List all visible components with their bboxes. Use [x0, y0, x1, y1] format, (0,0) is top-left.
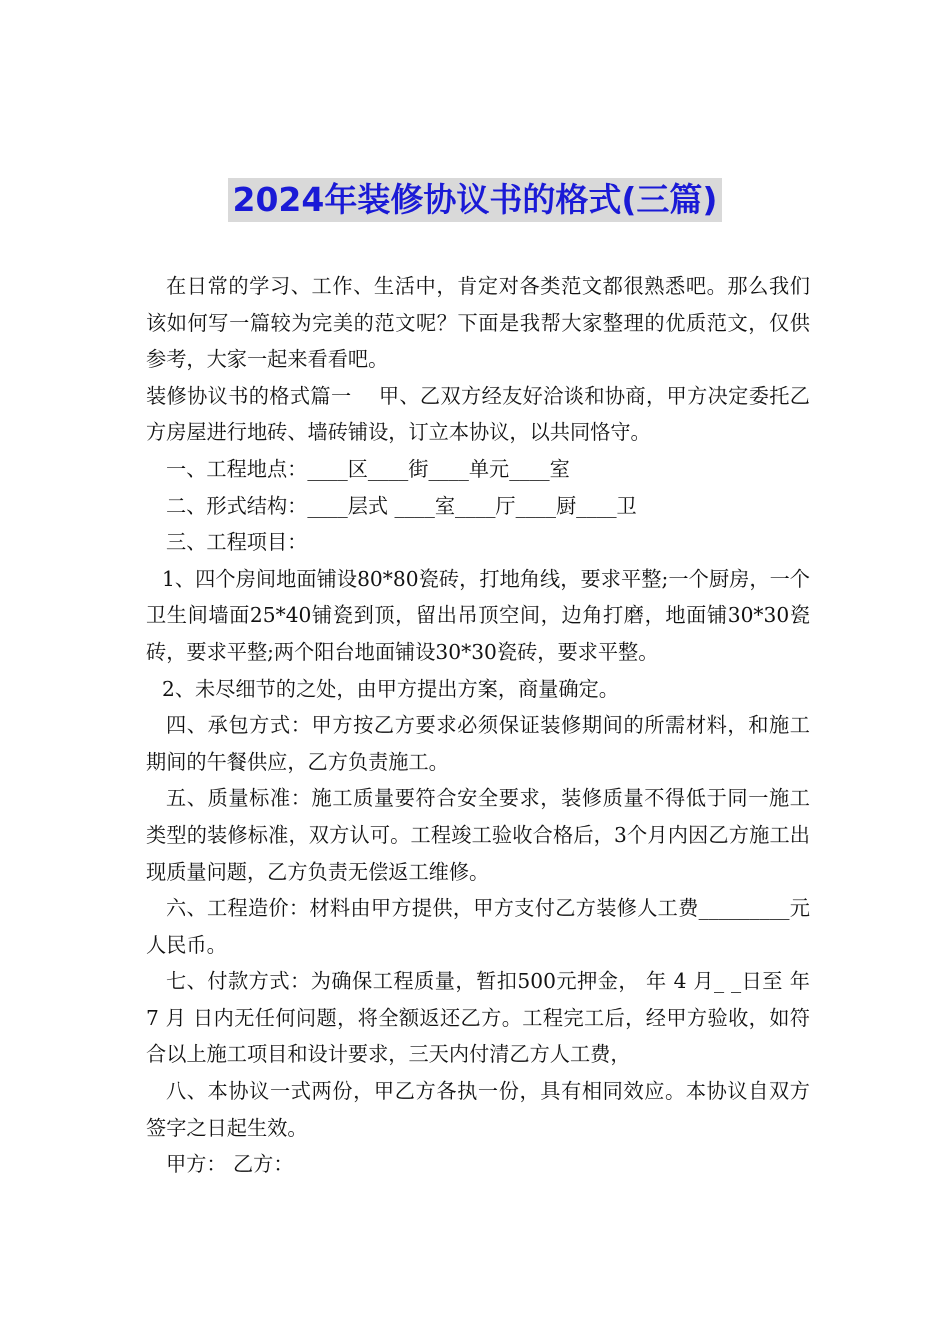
signature-line: 甲方： 乙方：: [166, 1152, 294, 1177]
clause-agreement-copies: 八、本协议一式两份，甲乙方各执一份，具有相同效应。本协议自双方签字之日起生效。: [146, 1079, 810, 1140]
clause-structure-form: 二、形式结构：____层式 ____室____厅____厨____卫: [166, 493, 637, 518]
clause-item-1: 1、四个房间地面铺设80*80瓷砖，打地角线，要求平整;一个厨房，一个卫生间墙面25*40铺瓷到顶，留出吊顶空间，边角打磨，地面铺30*30瓷砖，要求平整;两个阳台地面铺设30*30瓷砖，要求平整。: [146, 566, 810, 664]
clause-contract-method: 四、承包方式：甲方按乙方要求必须保证装修期间的所需材料，和施工期间的午餐供应，乙方负责施工。: [146, 713, 810, 774]
document-title: 2024年装修协议书的格式(三篇): [228, 178, 721, 222]
clause-item-2: 2、未尽细节的之处，由甲方提出方案，商量确定。: [162, 676, 619, 701]
clause-payment-method: 七、付款方式：为确保工程质量，暂扣500元押金， 年 4 月_ _日至 年 7 月 日内无任何问题，将全额返还乙方。工程完工后，经甲方验收，如符合以上施工项目和设计要求，三天内付清乙方人工费，: [146, 969, 810, 1067]
clause-project-cost: 六、工程造价：材料由甲方提供，甲方支付乙方装修人工费_________元人民币。: [146, 896, 810, 957]
section-heading-paragraph: 装修协议书的格式篇一 甲、乙双方经友好洽谈和协商，甲方决定委托乙方房屋进行地砖、墙砖铺设，订立本协议，以共同恪守。: [146, 383, 810, 445]
clause-project-location: 一、工程地点：____区____街____单元____室: [166, 456, 570, 481]
document-body: [146, 268, 810, 1183]
title-container: [0, 178, 950, 222]
intro-paragraph: 在日常的学习、工作、生活中，肯定对各类范文都很熟悉吧。那么我们该如何写一篇较为完美的范文呢？下面是我帮大家整理的优质范文，仅供参考，大家一起来看看吧。: [146, 274, 810, 372]
clause-project-items: 三、工程项目：: [166, 530, 308, 555]
clause-quality-standard: 五、质量标准：施工质量要符合安全要求，装修质量不得低于同一施工类型的装修标准，双方认可。工程竣工验收合格后，3个月内因乙方施工出现质量问题，乙方负责无偿返工维修。: [146, 786, 810, 884]
